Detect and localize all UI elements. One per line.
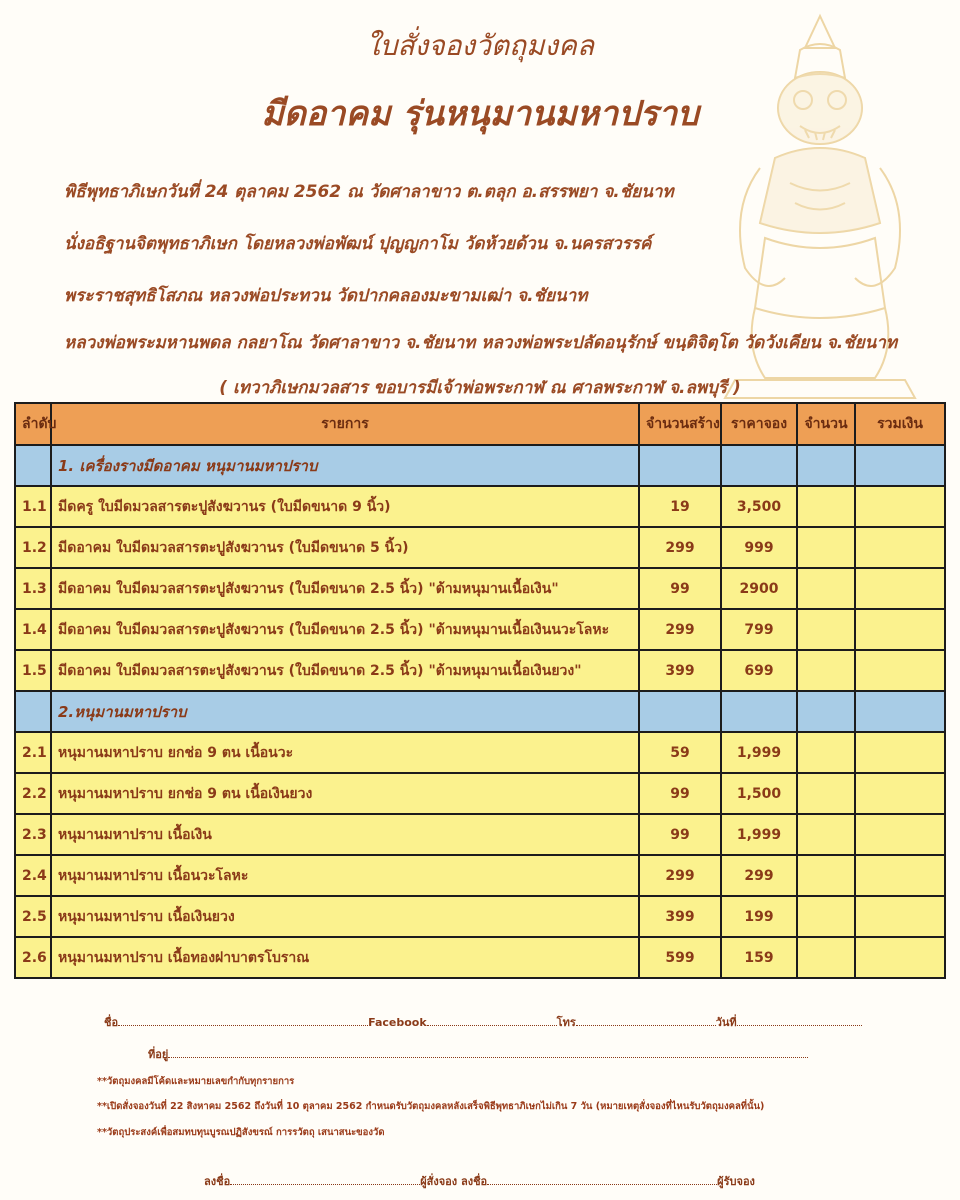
item-build-qty: 599 xyxy=(639,937,721,978)
table-row xyxy=(15,937,945,978)
note-3: **วัตถุประสงค์เพื่อสมทบทุนบูรณปฏิสังขรณ์ การรวัตถุ เสนาสนะของวัด xyxy=(97,1127,385,1138)
order-qty-cell[interactable] xyxy=(797,937,855,978)
item-price: 2900 xyxy=(721,568,797,609)
sign-label: ลงชื่อ xyxy=(204,1175,231,1188)
facebook-label: Facebook xyxy=(368,1016,427,1029)
item-build-qty: 399 xyxy=(639,896,721,937)
section-title: 2.หนุมานมหาปราบ xyxy=(51,691,639,732)
item-no: 2.5 xyxy=(15,896,51,937)
item-no: 2.3 xyxy=(15,814,51,855)
item-price: 3,500 xyxy=(721,486,797,527)
name-field[interactable] xyxy=(118,1014,368,1026)
total-cell[interactable] xyxy=(855,896,945,937)
orderer-label: ผู้สั่งจอง xyxy=(420,1175,458,1188)
table-row xyxy=(15,527,945,568)
table-row xyxy=(15,568,945,609)
table-row xyxy=(15,732,945,773)
item-build-qty: 299 xyxy=(639,855,721,896)
order-qty-cell[interactable] xyxy=(797,773,855,814)
item-name: หนุมานมหาปราบ เนื้อทองฝาบาตรโบราณ xyxy=(51,937,639,978)
item-build-qty: 19 xyxy=(639,486,721,527)
total-cell[interactable] xyxy=(855,773,945,814)
table-header-row xyxy=(15,403,945,445)
section-row xyxy=(15,691,945,732)
total-cell[interactable] xyxy=(855,732,945,773)
order-qty-cell[interactable] xyxy=(797,732,855,773)
ceremony-line-5: ( เทวาภิเษกมวลสาร ขอบารมีเจ้าพ่อพระกาฬ ณ ศาลพระกาฬ จ.ลพบุรี ) xyxy=(219,378,741,398)
order-table xyxy=(14,402,946,979)
table-row xyxy=(15,773,945,814)
item-name: มีดอาคม ใบมีดมวลสารตะปูสังฆวานร (ใบมีดขนาด 2.5 นิ้ว) "ด้ามหนุมานเนื้อเงิน" xyxy=(51,568,639,609)
item-build-qty: 59 xyxy=(639,732,721,773)
table-row xyxy=(15,609,945,650)
item-name: มีดอาคม ใบมีดมวลสารตะปูสังฆวานร (ใบมีดขนาด 2.5 นิ้ว) "ด้ามหนุมานเนื้อเงินนวะโลหะ xyxy=(51,609,639,650)
orderer-signature-field[interactable] xyxy=(230,1173,420,1185)
ceremony-line-3: พระราชสุทธิโสภณ หลวงพ่อประทวน วัดปากคลองมะขามเฒ่า จ.ชัยนาท xyxy=(64,286,588,306)
item-price: 999 xyxy=(721,527,797,568)
header-item: รายการ xyxy=(51,403,639,445)
facebook-field[interactable] xyxy=(427,1014,557,1026)
item-price: 159 xyxy=(721,937,797,978)
order-qty-cell[interactable] xyxy=(797,527,855,568)
item-no: 2.2 xyxy=(15,773,51,814)
item-name: หนุมานมหาปราบ ยกช่อ 9 ตน เนื้อเงินยวง xyxy=(51,773,639,814)
item-name: มีดครู ใบมีดมวลสารตะปูสังฆวานร (ใบมีดขนาด 9 นิ้ว) xyxy=(51,486,639,527)
item-name: มีดอาคม ใบมีดมวลสารตะปูสังฆวานร (ใบมีดขนาด 2.5 นิ้ว) "ด้ามหนุมานเนื้อเงินยวง" xyxy=(51,650,639,691)
total-cell[interactable] xyxy=(855,609,945,650)
order-qty-cell[interactable] xyxy=(797,896,855,937)
header-no: ลำดับ xyxy=(15,403,51,445)
total-cell[interactable] xyxy=(855,937,945,978)
item-price: 1,999 xyxy=(721,732,797,773)
section-title: 1. เครื่องรางมีดอาคม หนุมานมหาปราบ xyxy=(51,445,639,486)
order-qty-cell[interactable] xyxy=(797,486,855,527)
item-build-qty: 99 xyxy=(639,568,721,609)
address-label: ที่อยู่ xyxy=(148,1048,169,1061)
address-row xyxy=(148,1045,808,1063)
item-price: 199 xyxy=(721,896,797,937)
item-no: 2.1 xyxy=(15,732,51,773)
product-title: มีดอาคม รุ่นหนุมานมหาปราบ xyxy=(261,94,699,134)
note-2: **เปิดสั่งจองวันที่ 22 สิงหาคม 2562 ถึงวันที่ 10 ตุลาคม 2562 กำหนดรับวัตถุมงคลหลังเสร็จพิธีพุทธาภิเษกไม่เกิน 7 วัน (หมายเหตุสั่งจองที่ไหนรับวัตถุมงคลที่นั้น) xyxy=(97,1101,765,1112)
item-no: 1.4 xyxy=(15,609,51,650)
date-label: วันที่ xyxy=(715,1016,737,1029)
item-build-qty: 299 xyxy=(639,609,721,650)
item-build-qty: 99 xyxy=(639,814,721,855)
date-field[interactable] xyxy=(737,1014,862,1026)
table-row xyxy=(15,814,945,855)
name-label: ชื่อ xyxy=(104,1016,119,1029)
item-name: หนุมานมหาปราบ เนื้อเงิน xyxy=(51,814,639,855)
sign-label: ลงชื่อ xyxy=(460,1175,488,1188)
total-cell[interactable] xyxy=(855,855,945,896)
item-no: 2.6 xyxy=(15,937,51,978)
item-no: 1.2 xyxy=(15,527,51,568)
table-row xyxy=(15,855,945,896)
item-price: 699 xyxy=(721,650,797,691)
order-qty-cell[interactable] xyxy=(797,609,855,650)
table-row xyxy=(15,650,945,691)
item-no: 1.5 xyxy=(15,650,51,691)
order-qty-cell[interactable] xyxy=(797,650,855,691)
ceremony-line-1: พิธีพุทธาภิเษกวันที่ 24 ตุลาคม 2562 ณ วัดศาลาขาว ต.ตลุก อ.สรรพยา จ.ชัยนาท xyxy=(64,182,674,202)
item-name: หนุมานมหาปราบ ยกช่อ 9 ตน เนื้อนวะ xyxy=(51,732,639,773)
order-qty-cell[interactable] xyxy=(797,814,855,855)
total-cell[interactable] xyxy=(855,486,945,527)
ceremony-line-2: นั่งอธิฐานจิตพุทธาภิเษก โดยหลวงพ่อพัฒน์ ปุญญกาโม วัดห้วยด้วน จ.นครสวรรค์ xyxy=(64,234,652,254)
order-qty-cell[interactable] xyxy=(797,855,855,896)
item-name: หนุมานมหาปราบ เนื้อนวะโลหะ xyxy=(51,855,639,896)
item-build-qty: 99 xyxy=(639,773,721,814)
header-price: ราคาจอง xyxy=(721,403,797,445)
item-no: 2.4 xyxy=(15,855,51,896)
item-build-qty: 299 xyxy=(639,527,721,568)
item-name: หนุมานมหาปราบ เนื้อเงินยวง xyxy=(51,896,639,937)
item-no: 1.1 xyxy=(15,486,51,527)
receiver-label: ผู้รับจอง xyxy=(717,1175,755,1188)
item-build-qty: 399 xyxy=(639,650,721,691)
signature-row xyxy=(204,1172,755,1190)
ceremony-line-4: หลวงพ่อพระมหานพดล กลยาโณ วัดศาลาขาว จ.ชัยนาท หลวงพ่อพระปลัดอนุรักษ์ ขนฺติจิตฺโต วัดวังเคียน จ.ชัยนาท xyxy=(64,333,898,353)
total-cell[interactable] xyxy=(855,568,945,609)
contact-row xyxy=(104,1013,862,1031)
address-field[interactable] xyxy=(168,1046,808,1058)
item-price: 299 xyxy=(721,855,797,896)
table-row xyxy=(15,486,945,527)
header-total: รวมเงิน xyxy=(855,403,945,445)
item-price: 799 xyxy=(721,609,797,650)
header-build-qty: จำนวนสร้าง xyxy=(639,403,721,445)
total-cell[interactable] xyxy=(855,814,945,855)
header-order-qty: จำนวน xyxy=(797,403,855,445)
section-row xyxy=(15,445,945,486)
table-row xyxy=(15,896,945,937)
receiver-signature-field[interactable] xyxy=(487,1173,717,1185)
item-price: 1,500 xyxy=(721,773,797,814)
total-cell[interactable] xyxy=(855,527,945,568)
item-name: มีดอาคม ใบมีดมวลสารตะปูสังฆวานร (ใบมีดขนาด 5 นิ้ว) xyxy=(51,527,639,568)
total-cell[interactable] xyxy=(855,650,945,691)
phone-label: โทร xyxy=(556,1016,576,1029)
item-price: 1,999 xyxy=(721,814,797,855)
document-title: ใบสั่งจองวัตถุมงคล xyxy=(366,29,594,62)
item-no: 1.3 xyxy=(15,568,51,609)
phone-field[interactable] xyxy=(576,1014,716,1026)
order-qty-cell[interactable] xyxy=(797,568,855,609)
note-1: **วัตถุมงคลมีโค้ดและหมายเลขกำกับทุกรายการ xyxy=(97,1076,295,1087)
